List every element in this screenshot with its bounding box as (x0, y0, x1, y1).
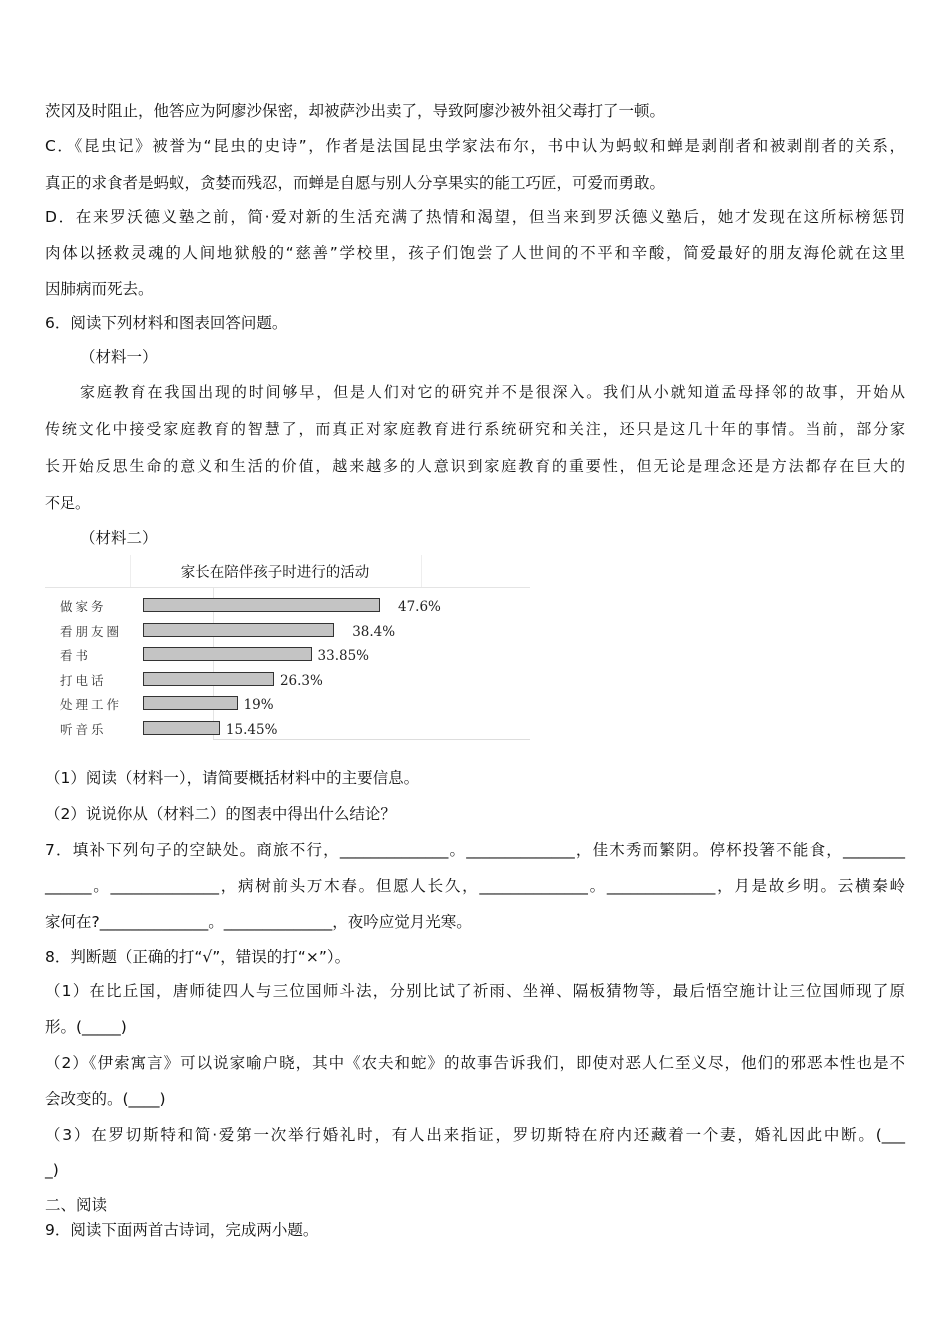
chart-value-label: 15.45% (225, 721, 278, 738)
chart-bar (143, 598, 380, 612)
option-c-line-1: C．《昆虫记》被誉为“昆虫的史诗”，作者是法国昆虫学家法布尔，书中认为蚂蚁和蝉是剥削者和被剥削者的关系， (45, 137, 905, 155)
chart-category-label: 处理工作 (60, 697, 123, 712)
question-8-item-1-line-2: 形。(_____) (45, 1018, 127, 1036)
chart-value-label: 26.3% (279, 672, 323, 689)
chart-category-label: 打电话 (60, 672, 107, 688)
chart-frame-line (213, 739, 530, 740)
chart-value-label: 33.85% (317, 648, 370, 664)
material-1-line-2: 传统文化中接受家庭教育的智慧了，而真正对家庭教育进行系统研究和关注，还只是这几十年的事情。当前，部分家 (45, 420, 905, 438)
option-c-line-2: 真正的求食者是蚂蚁，贪婪而残忍，而蝉是自愿与别人分享果实的能工巧匠，可爱而勇敢。 (45, 174, 666, 192)
option-d-line-2: 肉体以拯救灵魂的人间地狱般的“慈善”学校里，孩子们饱尝了人世间的不平和辛酸，简爱最好的朋友海伦就在这里 (45, 244, 905, 262)
material-1-label: （材料一） (80, 348, 158, 366)
question-6-sub-1: （1）阅读（材料一），请简要概括材料中的主要信息。 (45, 769, 420, 787)
question-8-item-2-line-2: 会改变的。(____) (45, 1090, 166, 1108)
question-8-item-1-line-1: （1）在比丘国，唐师徒四人与三位国师斗法，分别比试了祈雨、坐禅、隔板猜物等，最后悟空施计让三位国师现了原 (45, 982, 905, 1000)
material-1-line-3: 长开始反思生命的意义和生活的价值，越来越多的人意识到家庭教育的重要性，但无论是理念还是方法都存在巨大的 (45, 457, 905, 475)
activity-bar-chart (45, 555, 530, 741)
chart-category-label: 听音乐 (60, 721, 107, 737)
option-d-line-3: 因肺病而死去。 (45, 280, 154, 298)
chart-bar (143, 721, 220, 735)
section-2-heading: 二、阅读 (45, 1196, 108, 1214)
question-8-item-3-line-2: _) (45, 1161, 59, 1179)
question-8-title: 8．判断题（正确的打“√”，错误的打“×”）。 (45, 948, 351, 966)
question-8-item-2-line-1: （2）《伊索寓言》可以说家喻户晓，其中《农夫和蛇》的故事告诉我们，即使对恶人仁至义尽，他们的邪恶本性也是不 (45, 1054, 905, 1072)
option-d-line-1: D．在来罗沃德义塾之前，简·爱对新的生活充满了热情和渴望，但当来到罗沃德义塾后，她才发现在这所标榜惩罚 (45, 208, 905, 226)
material-1-line-1: 家庭教育在我国出现的时间够早，但是人们对它的研究并不是很深入。我们从小就知道孟母择邻的故事，开始从 (80, 383, 905, 401)
question-9-title: 9．阅读下面两首古诗词，完成两小题。 (45, 1221, 319, 1239)
chart-bar (143, 696, 238, 710)
chart-bar (143, 647, 312, 661)
chart-bar (143, 623, 334, 637)
question-8-item-3-line-1: （3）在罗切斯特和简·爱第一次举行婚礼时，有人出来指证，罗切斯特在府内还藏着一个妻，婚礼因此中断。(___ (45, 1126, 905, 1144)
chart-category-label: 看朋友圈 (60, 623, 123, 639)
question-6-sub-2: （2）说说你从（材料二）的图表中得出什么结论？ (45, 805, 396, 823)
chart-title: 家长在陪伴孩子时进行的活动 (180, 565, 370, 581)
question-6-title: 6．阅读下列材料和图表回答问题。 (45, 314, 288, 332)
chart-category-label: 看书 (60, 648, 92, 663)
chart-value-label: 47.6% (398, 599, 441, 615)
question-7-line-3: 家何在?______________。______________，夜吟应觉月光寒。 (45, 913, 472, 931)
chart-value-label: 38.4% (352, 623, 396, 640)
chart-value-label: 19% (243, 697, 274, 713)
material-1-line-4: 不足。 (45, 494, 91, 512)
question-7-line-2: ______。______________，病树前头万木春。但愿人长久，______________。______________，月是故乡明。云横秦岭 (45, 877, 905, 895)
chart-bar (143, 672, 274, 686)
question-7-line-1: 7．填补下列句子的空缺处。商旅不行，______________。______________，佳木秀而繁阴。停杯投箸不能食，________ (45, 841, 905, 859)
chart-frame-line (45, 587, 530, 588)
chart-category-label: 做家务 (60, 599, 107, 614)
option-b-continued: 茨冈及时阻止，他答应为阿廖沙保密，却被萨沙出卖了，导致阿廖沙被外祖父毒打了一顿。 (45, 102, 666, 120)
material-2-label: （材料二） (80, 529, 158, 547)
